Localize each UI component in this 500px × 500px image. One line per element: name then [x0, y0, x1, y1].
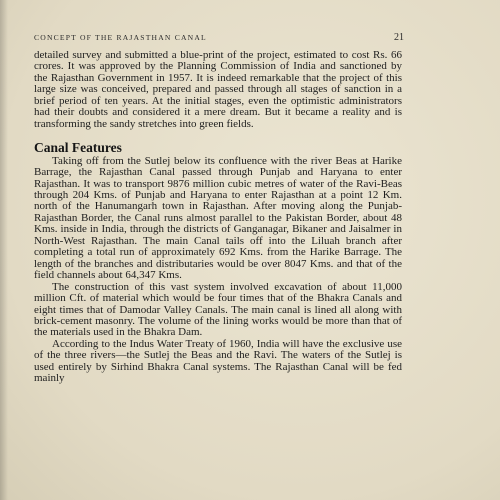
page-header [34, 32, 404, 43]
page-gutter-shadow [0, 0, 8, 500]
paragraph-3: According to the Indus Water Treaty of 1960, India will have the exclusive use of the three rivers—the Sutlej the Beas and the Ravi. The waters of the Sutlej is used entirely by Sirhind Bhakra Canal systems. The Rajasthan Canal will be fed mainly [34, 337, 402, 385]
paragraph-2: The construction of this vast system involved excavation of about 11,000 million Cft. of material which would be four times that of the Bhakra Canals and eight times that of Damodar Valley Canals. The main canal is lined all along with brick-cement masonry. The volume of the lining works would be more than that of the materials used in the Bhakra Dam. [34, 280, 402, 339]
section-title: Canal Features [34, 140, 122, 156]
paragraph-1: Taking off from the Sutlej below its confluence with the river Beas at Harike Barrage, the Rajasthan Canal passed through Punjab and Haryana to enter Rajasthan. It was to transport 9876 million cubic metres of water of the Ravi-Beas through 204 Kms. of Punjab and Haryana to enter Rajasthan at a point 12 Km. north of the Hanumangarh town in Rajasthan. After moving along the Punjab-Rajasthan Border, the Canal runs almost parallel to the Pakistan Border, about 48 Kms. inside in India, through the districts of Ganganagar, Bikaner and Jaisalmer in North-West Rajasthan. The main Canal tails off into the Liluah branch after completing a total run of approximately 692 Kms. from the Harike Barrage. The length of the branches and distributaries would be over 8047 Kms. and that of the field channels about 64,347 Kms. [34, 154, 402, 282]
running-head: CONCEPT OF THE RAJASTHAN CANAL [34, 33, 207, 42]
text-block [34, 50, 402, 385]
continuation-paragraph: detailed survey and submitted a blue-print of the project, estimated to cost Rs. 66 crores. It was approved by the Planning Commission of India and sanctioned by the Rajasthan Government in 1957. It is indeed remarkable that the project of this large size was conceived, prepared and passed through all stages of sanction in a brief period of ten years. At the initial stages, even the optimistic administrators had their doubts and considered it a mere dream. But it became a reality and is transforming the sandy stretches into green fields. [34, 49, 402, 130]
page-number: 21 [394, 32, 404, 43]
